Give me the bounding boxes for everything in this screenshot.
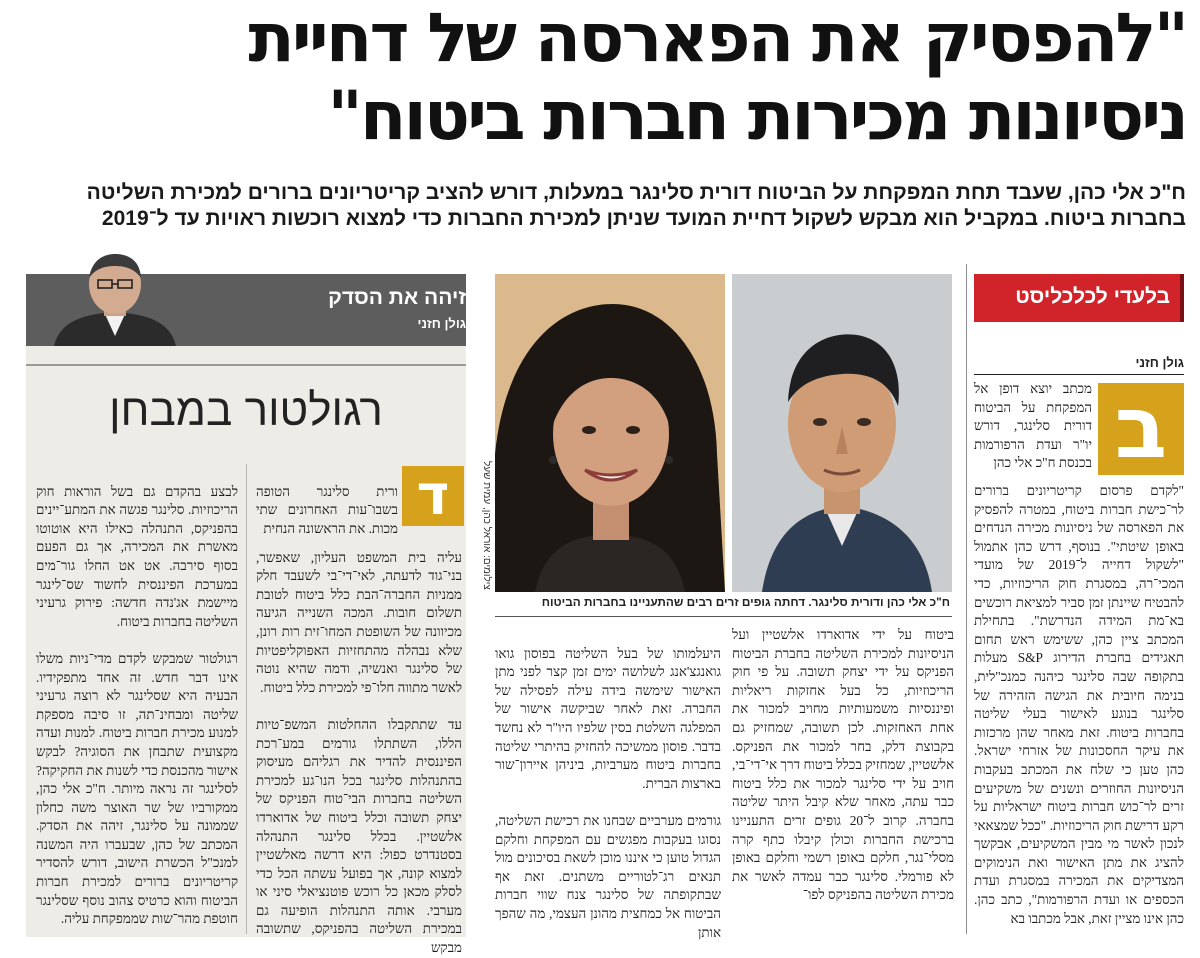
article-col3	[495, 626, 721, 940]
exclusive-badge-text: בלעדי לכלכליסט	[1015, 285, 1170, 308]
article-text-wrap	[974, 380, 1092, 480]
opinion-col-right-text: ורית סלינגר הטופה בשבו־עות האחרונים שתי מכות. את הראשונה הנחית	[256, 483, 398, 536]
subheadline-line-1: ח"כ אלי כהן, שעבד תחת המפקחת על הביטוח דורית סלינגר במעלות, דורש להציב קריטריונים ברורים למכירת השליטה	[86, 181, 1186, 204]
opinion-column-divider	[246, 464, 247, 934]
opinion-headline: רגולטור במבחן	[109, 386, 383, 435]
columnist-photo	[40, 250, 190, 346]
article-col3-text: היעלמותו של בעל השליטה בפוסון גואו גואנגצ'אנג לשלושה ימים זמן קצר לפני מתן האישור שימשה בידה עילה לפסילה של החברה. זאת לאחר שביקשה אישור של המפלגה השלטת בסין שלפיו היו"ר לא נחשד בדבר. פוסון ממשיכה להחזיק בהיתרי שליטה בחברות ביטוח מערביות, ביניהן איירון־שור בארצות הברית. גורמים מערביים שבחנו את רכישת השליטה, נסוגו בעקבות מפגשים עם המפקחת וחלקם הגדול טוען כי איננו מוכן לשאת בסיכונים מול תנאים רג־לטוריים משתנים. זאת אף שבתקופתה של סלינגר צנח שווי חברות הביטוח אל כמחצית מהונן העצמי, מה שהפך אותן	[495, 645, 721, 940]
exclusive-badge	[974, 274, 1184, 322]
opinion-col-right-top	[256, 464, 398, 536]
opinion-rule	[26, 364, 466, 366]
caption-rule	[495, 616, 952, 617]
opinion-col-right-text-continued: עליה בית המשפט העליון, שאפשר, בני־גוד לדעתה, לאי־די־בי לשעבד חלק ממניות החברה־הבת כלל ביטוח לטובת תשלום חובות. המכה השנייה הגיעה מכיוונה של השופטת המחו־זית רות רונן, שלא נבהלה מהתחזיות האפוקליפטיות של סלינגר ואנשיה, ודמה שהיא נוטה לאשר מתווה חלו־פי למכירת כלל ביטוח. עד שתתקבלו ההחלטות המשפ־טיות הללו, השתתלו גורמים במע־רכת הפיננסית להדיר את רגליהם מעיסוק בהתנהלות סלינגר בכל הנו־גע למכירת השליטה בחברות הבי־טוח הפניקס של יצחק תשובה וכלל ביטוח של אדוארדו אלשטיין. בכלל סלינגר התנהלה בסטנדרט כפול: היא דרשה מאלשטיין למצוא קונה, אך בפועל עשתה הכל כדי לסלק מכאן כל רוכש פוטנציאלי סיני או מערבי. אותה התנהלות הופיעה גם במכירת השליטה בהפניקס, שתשובה מבקש	[256, 549, 462, 956]
photo-dorit-salinger	[495, 274, 725, 592]
article-col1-text: מכתב יוצא דופן אל המפקחת על הביטוח דורית סלינגר, דורש יו"ר ועדת הרפורמות בכנסת ח"כ אלי כהן	[974, 381, 1092, 471]
article-col2	[732, 626, 954, 934]
opinion-col-left-text: לבצע בהקדם גם בשל הוראות חוק הריכוזיות. סלינגר פגשה את המתע־יינים בהפניקס, התנהלה כאילו היא אוטוטו מאשרת את המכירה, אך גם הפעם בסוף סירבה. אט אט החלו גור־מים במערכת הפיננסית לחשוד שס־לינגר מיישמת אג'נדה חדשה: פירוק גרעיני השליטה בחברות ביטוח. רגולטור שמבקש לקדם מדי־ניות משלו אינו דבר חדש. זה אחד מתפקידיו. הבעיה היא שסלינגר לא רוצה גרעיני שליטה ומבחינ־תה, זו סיבה מספקת למנוע מכירת חברות ביטוח. למנות ועדה מקצועית שתבחן את הסוגיה? לבקש אישור מהכנסת כדי לשנות את החקיקה? לסלינגר זה נראה מיותר. ח"כ אלי כהן, ממקורביו של שר האוצר משה כחלון שממונה על סלינגר, זיהה את הסדק. המכתב של כהן, שבעברו היה המשנה למנכ"ל הכשרת הישוב, דורש להסדיר קריטריונים ברורים למכירת חברות הביטוח והוא כרטיס צהוב נוסף שסלינגר חוטפת מהר־שות שממפקחת עליה.	[36, 483, 238, 927]
column-divider	[966, 264, 967, 934]
article-col1-text-continued: "לקדם פרסום קריטריונים ברורים לר־כישת חברות ביטוח, במטרה להפסיק את הפארסה של ניסיונות מכירה הנדחים באופן שיטתי". בנוסף, דרש כהן אתמול "לשקול דחייה ל־2019 של מועדי המכי־רה, במסגרת חוק הריכוזיות, כדי להבטיח שיינתן זמן סביר למציאת רוכשים בא־מת המידה הנדרשת". בתחילת המכתב ציין כהן, ששימש ראש תחום תאגידים בחברת הדירוג S&P מעלות בתקופה שבה סלינגר כיהנה כמנכ"לית, בנימה חיובית את הגישה הזהירה של סלינגר בנוגע לאישור בעלי שליטה בחברות ביטוח. זאת מאחר שהן מרכזות את עיקר החסכונות של אזרחי ישראל. כהן טען כי שלח את המכתב בעקבות הניסיונות החוזרים ונשנים של משקיעים זרים לר־כוש חברות ביטוח ישראליות על רקע דרישת חוק הריכוזיות. "ככל שמצאאי לנכון לאשר מי מבין המשקיעים, אבקשך להציג את מתן האישור ואת הנימוקים המצדיקים את המכירה במסגרת ועדת הכספים או ועדת הרפורמות", כתב כהן. כהן אינו מציין זאת, אבל מכתבו בא	[974, 483, 1184, 926]
opinion-col-right-continued	[256, 530, 462, 956]
article-byline: גולן חזני	[1135, 355, 1184, 370]
subheadline	[6, 180, 1186, 232]
article-col2-text: ביטוח על ידי אדוארדו אלשטיין ועל הניסיונות למכירת השליטה בחברת הביטוח הפניקס על ידי יצחק תשובה. על פי חוק הריכוזיות, כל בעל אחזקות ריאליות ופיננסיות משמעותיות מחויב למכור את אחת האחזקות. לכן תשובה, שמחזיק גם בקבוצת דלק, בחר למכור את הפניקס. אלשטיין, שמחזיק בכלל ביטוח דרך אי־די־בי, חויב על ידי סלינגר למכור את כלל ביטוח כבר עתה, מאחר שלא קיבל היתר שליטה בחברה. קרוב ל־20 גופים זרים התעניינו ברכישת החברות וכולן קיבלו כתף קרה מסלי־נגר, חלקם באופן רשמי וחלקם באופן לא פורמלי. סלינגר כבר עמדה לאשר את מכירת השליטה בהפניקס לפו־	[732, 627, 954, 903]
photo-eli-cohen	[732, 274, 952, 592]
article-dropcap: ב	[1098, 383, 1184, 475]
byline-rule	[974, 374, 1184, 375]
headline-line-2: ניסיונות מכירות חברות ביטוח"	[327, 77, 1186, 156]
photo-caption: ח"כ אלי כהן ודורית סלינגר. דחתה גופים זרים רבים שהתעניינו בחברות הביטוח	[541, 595, 950, 609]
opinion-author: גולן חזני	[417, 316, 466, 331]
headline-line-1: "להפסיק את הפארסה של דחיית	[248, 0, 1186, 78]
opinion-section-title: זיהה את הסדק	[328, 286, 466, 309]
photo-credit: צילומים: אוראל כהן, עמית שעל	[481, 461, 492, 590]
subheadline-line-2: בחברות ביטוח. במקביל הוא מבקש לשקול דחיית המועד שניתן למכירת החברות כדי למצוא רוכשות ראויות עד ל־2019	[101, 207, 1186, 230]
headline	[10, 0, 1186, 166]
opinion-col-left	[36, 464, 238, 934]
article-col1-continued	[974, 482, 1184, 934]
opinion-dropcap: ד	[402, 466, 464, 526]
